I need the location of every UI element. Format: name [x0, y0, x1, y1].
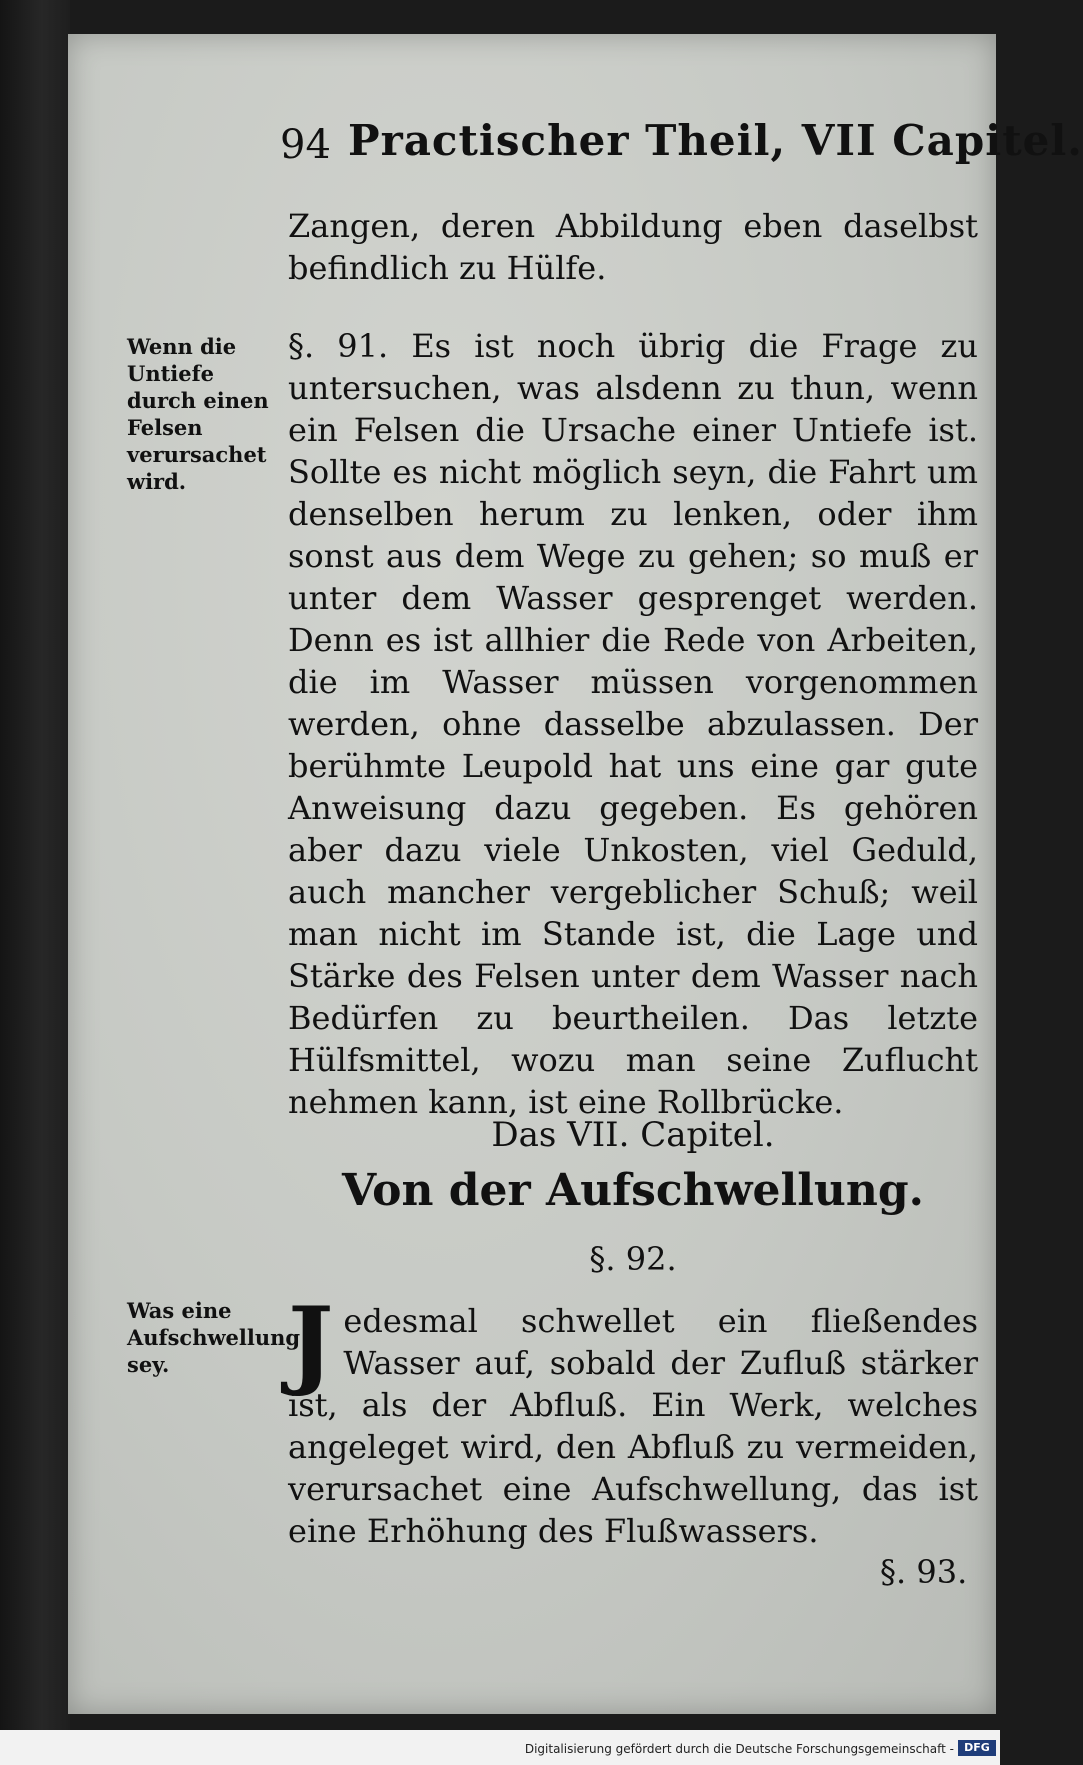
drop-cap-initial: J: [288, 1286, 334, 1399]
catchword: §. 93.: [880, 1553, 968, 1591]
page-number: 94: [280, 122, 331, 168]
chapter-title: Das VII. Capitel.: [491, 1115, 775, 1155]
chapter-subtitle: Von der Aufschwellung.: [342, 1165, 924, 1216]
section-number-92: §. 92.: [589, 1240, 677, 1278]
book-spine-edge: [0, 0, 70, 1765]
running-head: Practischer Theil, VII Capitel.: [348, 116, 1083, 165]
page-header: [280, 110, 1083, 180]
paragraph-continuation: Zangen, deren Abbildung eben daselbst befindlich zu Hülfe.: [288, 207, 978, 287]
margin-note-aufschwellung: Was eine Aufschwellung sey.: [127, 1298, 301, 1377]
paragraph-section-92: [288, 1286, 978, 1552]
margin-note-felsen: Wenn die Untiefe durch einen Felsen verursachet wird.: [127, 334, 269, 494]
paragraph-section-91: §. 91. Es ist noch übrig die Frage zu untersuchen, was alsdenn zu thun, wenn ein Felsen die Ursache einer Untiefe ist. Sollte es nicht möglich seyn, die Fahrt um denselben herum zu lenken, oder ihm sonst aus dem Wege zu gehen; so muß er unter dem Wasser gesprenget werden. Denn es ist allhier die Rede von Arbeiten, die im Wasser müssen vorgenommen werden, ohne dasselbe abzulassen. Der berühmte Leupold hat uns eine gar gute Anweisung dazu gegeben. Es gehören aber dazu viele Unkosten, viel Geduld, auch mancher vergeblicher Schuß; weil man nicht im Stande ist, die Lage und Stärke des Felsen unter dem Wasser nach Bedürfen zu beurtheilen. Das letzte Hülfsmittel, wozu man seine Zuflucht nehmen kann, ist eine Rollbrücke.: [288, 327, 978, 1121]
paragraph-section-92-text: edesmal schwellet ein fließendes Wasser auf, sobald der Zufluß stärker ist, als der Abfluß. Ein Werk, welches angeleget wird, den Abfluß zu vermeiden, verursachet eine Aufschwellung, das ist eine Erhöhung des Flußwassers.: [288, 1302, 978, 1550]
dfg-logo: DFG: [958, 1740, 996, 1756]
digitization-credit: Digitalisierung gefördert durch die Deutsche Forschungsgemeinschaft -: [524, 1742, 954, 1756]
